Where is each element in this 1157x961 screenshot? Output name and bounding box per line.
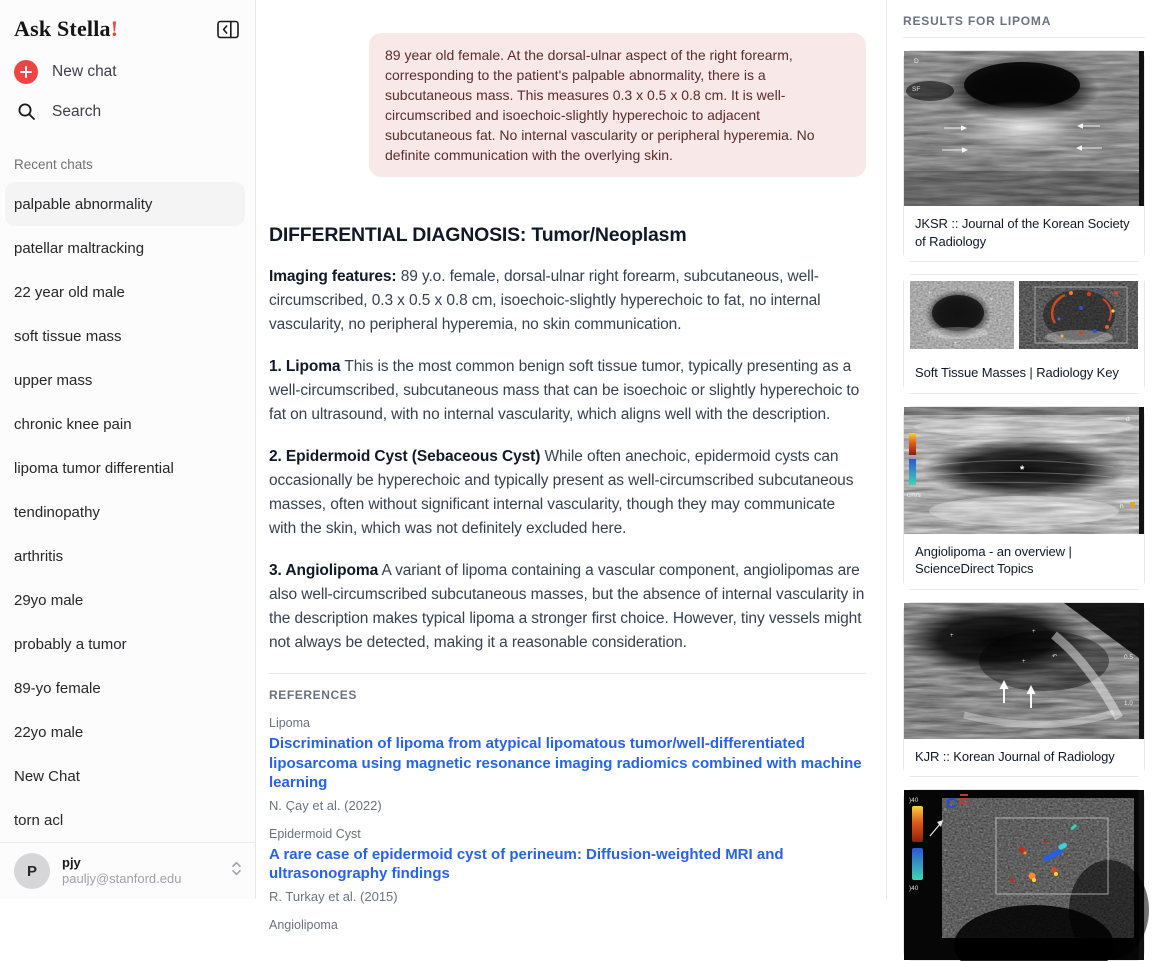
reference-authors: R. Turkay et al. (2015)	[269, 888, 398, 904]
svg-text:↶: ↶	[1052, 653, 1058, 660]
svg-text:+: +	[928, 291, 932, 297]
svg-text:)40: )40	[909, 797, 919, 804]
results-panel-heading: RESULTS FOR LIPOMA	[903, 14, 1052, 28]
reference-category: Angiolipoma	[269, 917, 338, 932]
plus-icon	[14, 60, 38, 84]
search-icon	[14, 102, 38, 121]
chat-item[interactable]: lipoma tumor differential	[14, 459, 174, 477]
svg-text:+: +	[954, 341, 958, 347]
diagnosis-item	[269, 445, 866, 541]
ultrasound-thumbnail	[904, 790, 1144, 960]
avatar	[14, 853, 50, 889]
diagnosis-item-label: 3. Angiolipoma	[269, 562, 379, 579]
profile-menu[interactable]	[0, 842, 255, 899]
svg-text:C: C	[946, 795, 957, 812]
chat-item[interactable]: upper mass	[14, 371, 93, 389]
reference-link[interactable]: Discrimination of lipoma from atypical lipomatous tumor/well-differentiated liposarcoma using magnetic resonance imaging radiomics combined with machine learning	[269, 735, 862, 791]
collapse-sidebar-button[interactable]	[215, 18, 241, 41]
ultrasound-thumbnail	[904, 51, 1144, 206]
recent-chats-heading: Recent chats	[14, 157, 93, 172]
chat-item[interactable]: 22 year old male	[14, 283, 125, 301]
result-card[interactable]	[903, 406, 1145, 590]
references-divider	[269, 673, 866, 674]
sidebar-header	[0, 0, 255, 42]
results-panel	[887, 0, 1157, 899]
diagnosis-item-label: 2. Epidermoid Cyst (Sebaceous Cyst)	[269, 448, 541, 465]
collapse-sidebar-icon	[217, 20, 239, 39]
reference-item	[269, 918, 866, 932]
avatar-initial: P	[26, 862, 37, 880]
reference-item	[269, 716, 866, 813]
chevron-up-down-icon	[230, 860, 243, 882]
profile-name: pjy	[62, 854, 81, 870]
svg-text:)40: )40	[909, 885, 919, 892]
svg-text:SF: SF	[912, 86, 921, 93]
chat-item[interactable]: palpable abnormality	[5, 182, 245, 226]
imaging-features-text: 89 y.o. female, dorsal-ulnar right forearm, subcutaneous, well-circumscribed, 0.3 x 0.5 x 0.8 cm, isoechoic-slightly hyperechoic to fat, no internal vascularity, no peripheral hyperemia, no skin communication.	[269, 268, 821, 333]
result-card[interactable]	[903, 789, 1145, 961]
chat-item[interactable]: New Chat	[14, 767, 80, 785]
diagnosis-item-text: This is the most common benign soft tissue tumor, typically presenting as a well-circumscribed, subcutaneous mass that can be isoechoic or slightly hyperechoic to fat on ultrasound, with no internal vascularity, which aligns well with the description.	[269, 358, 860, 423]
chat-item[interactable]: torn acl	[14, 811, 64, 829]
result-card-caption: Soft Tissue Masses | Radiology Key	[904, 355, 1144, 393]
svg-text:h: h	[1120, 502, 1124, 510]
result-card[interactable]	[903, 274, 1145, 394]
svg-text:cm/s: cm/s	[907, 491, 921, 499]
svg-text:*: *	[1020, 463, 1025, 476]
reference-item	[269, 827, 866, 904]
sidebar	[0, 0, 256, 899]
chat-item[interactable]: chronic knee pain	[14, 415, 132, 433]
svg-text:+: +	[990, 297, 994, 303]
result-card[interactable]	[903, 50, 1145, 262]
app-logo-accent: !	[110, 16, 119, 41]
chat-item[interactable]: probably a tumor	[14, 635, 127, 653]
result-card-caption: Angiolipoma - an overview | ScienceDirect Topics	[904, 534, 1144, 589]
chat-item[interactable]: 22yo male	[14, 723, 84, 741]
diagnosis-item	[269, 559, 866, 655]
svg-text:+: +	[1022, 658, 1026, 665]
ultrasound-thumbnail	[1019, 281, 1138, 349]
svg-text:D: D	[914, 58, 919, 65]
svg-text:1.0: 1.0	[1124, 699, 1134, 707]
ultrasound-thumbnail-pair	[904, 275, 1144, 355]
result-card-caption: JKSR :: Journal of the Korean Society of Radiology	[904, 206, 1144, 261]
app-logo	[14, 16, 118, 42]
ultrasound-thumbnail	[904, 407, 1144, 534]
svg-text:d: d	[1126, 415, 1130, 423]
chat-item[interactable]: patellar maltracking	[14, 239, 145, 257]
search-button[interactable]	[0, 102, 255, 121]
app-logo-text: Ask Stella	[14, 16, 111, 41]
chat-list	[0, 182, 255, 842]
diagnosis-item-label: 1. Lipoma	[269, 358, 341, 375]
diagnosis-heading: DIFFERENTIAL DIAGNOSIS: Tumor/Neoplasm	[269, 224, 687, 246]
new-chat-label: New chat	[52, 63, 117, 80]
user-message: 89 year old female. At the dorsal-ulnar aspect of the right forearm, corresponding to the patient's palpable abnormality, there is a subcutaneous mass. This measures 0.3 x 0.5 x 0.8 cm. It is well-circumscribed and isoechoic-slightly hyperechoic to adjacent subcutaneous fat. No internal vascularity or peripheral hyperemia. No definite communication with the overlying skin.	[369, 33, 866, 177]
diagnosis-item-text: A variant of lipoma containing a vascular component, angiolipomas are also well-circumscribed subcutaneous masses, but the absence of internal vascularity in the description makes typical lipoma a stronger first choice. However, tiny vessels might not always be detected, making it a reasonable consideration.	[269, 562, 865, 651]
diagnosis-item-text: While often anechoic, epidermoid cysts can occasionally be hyperechoic and typically present as well-circumscribed subcutaneous masses, often without significant internal vascularity, though they may communicate with the skin, which was not definitely excluded here.	[269, 448, 854, 537]
result-card-caption: KJR :: Korean Journal of Radiology	[904, 739, 1144, 777]
chat-item[interactable]: 29yo male	[14, 591, 84, 609]
ultrasound-thumbnail	[910, 281, 1014, 349]
reference-link[interactable]: A rare case of epidermoid cyst of perineum: Diffusion-weighted MRI and ultrasonography findings	[269, 845, 784, 882]
result-card[interactable]	[903, 602, 1145, 778]
svg-text:+: +	[1032, 628, 1036, 635]
reference-authors: N. Çay et al. (2022)	[269, 797, 382, 813]
imaging-features-label: Imaging features:	[269, 268, 397, 285]
chat-item[interactable]: soft tissue mass	[14, 327, 122, 345]
diagnosis-item	[269, 355, 866, 427]
svg-text:0.5: 0.5	[1124, 653, 1134, 661]
imaging-features-paragraph	[269, 265, 866, 337]
new-chat-button[interactable]	[0, 60, 255, 84]
references-heading: REFERENCES	[269, 688, 358, 702]
chat-item[interactable]: tendinopathy	[14, 503, 100, 521]
reference-category: Lipoma	[269, 716, 310, 730]
profile-email: pauljy@stanford.edu	[62, 871, 182, 886]
chat-item[interactable]: 89-yo female	[14, 679, 101, 697]
profile-info	[62, 855, 218, 888]
svg-text:+: +	[950, 632, 954, 639]
search-label: Search	[52, 102, 102, 120]
ultrasound-thumbnail	[904, 603, 1144, 739]
chat-item[interactable]: arthritis	[14, 547, 64, 565]
results-divider	[903, 37, 1145, 38]
chat-main	[256, 0, 887, 932]
reference-category: Epidermoid Cyst	[269, 826, 361, 841]
